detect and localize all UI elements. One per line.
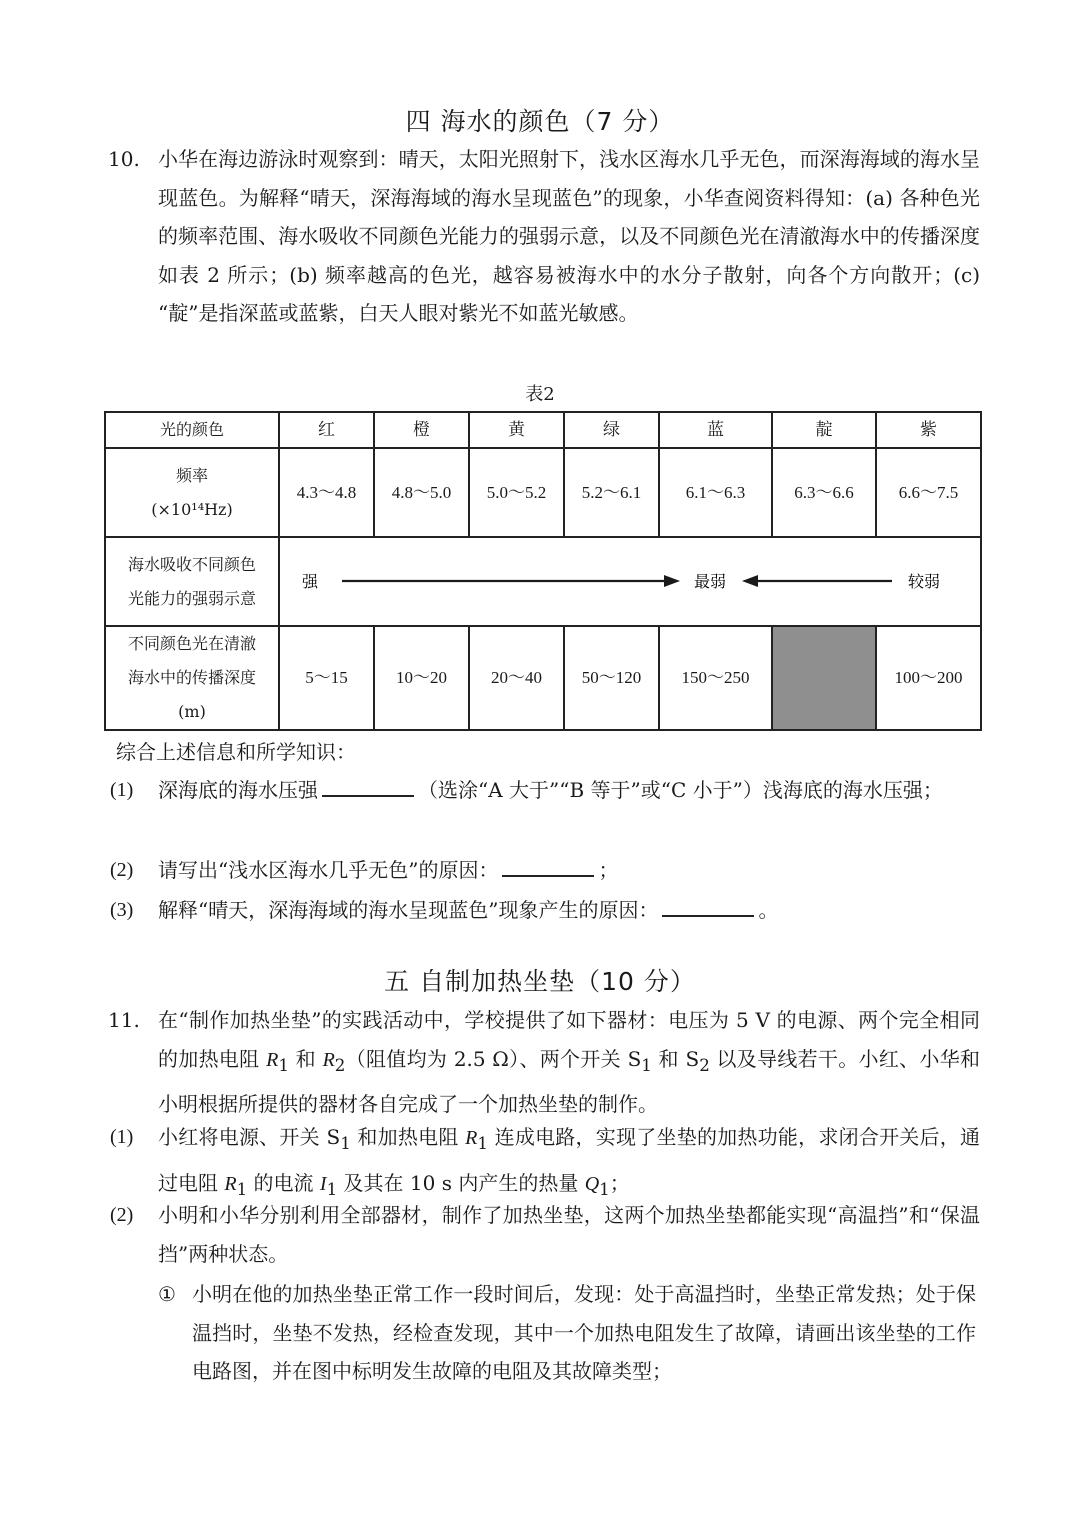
- question-11-part-2: [110, 1196, 980, 1273]
- depth-green: 50～120: [564, 626, 659, 730]
- table-header-row: [105, 412, 981, 448]
- question-10-part-2: [110, 851, 980, 889]
- freq-indigo: 6.3～6.6: [772, 448, 876, 537]
- q11-1-text: 小红将电源、开关 $S_1$ 和加热电阻 $R_1$ 连成电路，实现了坐垫的加热功能，求闭合开关后，通过电阻 $R_1$ 的电流 $I_1$ 及其在 10 s 内产生的热量 $Q_1$；: [158, 1125, 981, 1199]
- question-11-text: 在“制作加热坐垫”的实践活动中，学校提供了如下器材：电压为 5 V 的电源、两个完全相同的加热电阻 $R_1$ 和 $R_2$（阻值均为 2.5 Ω）、两个开关 $S_1$ 和 $S_2$ 以及导线若干。小红、小华和小明根据所提供的器材各自完成了一个加热坐垫的制作。: [158, 1008, 981, 1116]
- depth-orange: 10～20: [374, 626, 469, 730]
- depth-indigo-shaded: [772, 626, 876, 730]
- depth-yellow: 20～40: [469, 626, 564, 730]
- question-10-part-3: [110, 891, 980, 929]
- q10-1-label: (1): [110, 779, 134, 801]
- absorption-label-line1: 海水吸收不同颜色: [127, 554, 256, 574]
- section-4-title: 四 海水的颜色（7 分）: [405, 107, 675, 136]
- arrowhead-right: [664, 575, 680, 587]
- circled-1-label: ①: [158, 1282, 176, 1306]
- absorb-strong-label: 强: [301, 572, 319, 591]
- light-color-table: [104, 411, 982, 731]
- q11-2-text: 小明和小华分别利用全部器材，制作了加热坐垫，这两个加热坐垫都能实现“高温挡”和“保温挡”两种状态。: [158, 1203, 980, 1266]
- q10-3-label: (3): [110, 899, 134, 921]
- freq-yellow: 5.0～5.2: [469, 448, 564, 537]
- q11-2-1-text: 小明在他的加热坐垫正常工作一段时间后，发现：处于高温挡时，坐垫正常发热；处于保温挡时，坐垫不发热，经检查发现，其中一个加热电阻发生了故障，请画出该坐垫的工作电路图，并在图中标明发生故障的电阻及其故障类型；: [192, 1282, 976, 1383]
- depth-red: 5～15: [279, 626, 374, 730]
- frequency-row: [105, 448, 981, 537]
- header-indigo: 靛: [772, 412, 876, 448]
- question-10-part-1: [110, 771, 980, 809]
- depth-violet: 100～200: [876, 626, 981, 730]
- freq-green: 5.2～6.1: [564, 448, 659, 537]
- freq-blue: 6.1～6.3: [659, 448, 772, 537]
- freq-orange: 4.8～5.0: [374, 448, 469, 537]
- q10-2-text-b: ；: [598, 858, 619, 882]
- absorb-weaker-label: 较弱: [907, 572, 941, 591]
- frequency-label-line2: (×10¹⁴Hz): [151, 499, 233, 519]
- answer-blank-3[interactable]: [662, 895, 754, 917]
- depth-label: [105, 626, 279, 730]
- depth-blue: 150～250: [659, 626, 772, 730]
- absorption-label: [105, 537, 279, 626]
- frequency-label-line1: 频率: [175, 465, 208, 485]
- question-10: [110, 140, 980, 333]
- question-11-2-item-1: [158, 1275, 976, 1391]
- header-color-label: 光的颜色: [105, 412, 279, 448]
- summary-intro: 综合上述信息和所学知识：: [116, 740, 356, 764]
- frequency-label: [105, 448, 279, 537]
- header-red: 红: [279, 412, 374, 448]
- header-orange: 橙: [374, 412, 469, 448]
- table-caption: 表2: [525, 384, 555, 405]
- header-blue: 蓝: [659, 412, 772, 448]
- question-11: [110, 1001, 980, 1124]
- header-yellow: 黄: [469, 412, 564, 448]
- q10-1-text-b: （选涂“A 大于”“B 等于”或“C 小于”）浅海底的海水压强；: [418, 778, 943, 802]
- absorb-weakest-label: 最弱: [693, 572, 727, 591]
- answer-blank-2[interactable]: [502, 855, 594, 877]
- depth-row: [105, 626, 981, 730]
- question-10-number: 10.: [108, 147, 140, 171]
- freq-violet: 6.6～7.5: [876, 448, 981, 537]
- header-violet: 紫: [876, 412, 981, 448]
- absorption-arrows: [280, 538, 980, 625]
- q11-1-label: (1): [110, 1126, 134, 1148]
- arrowhead-left: [742, 575, 758, 587]
- header-green: 绿: [564, 412, 659, 448]
- absorption-arrow-cell: [279, 537, 981, 626]
- question-10-text: 小华在海边游泳时观察到：晴天，太阳光照射下，浅水区海水几乎无色，而深海海域的海水呈现蓝色。为解释“晴天，深海海域的海水呈现蓝色”的现象，小华查阅资料得知：(a) 各种色光的频率范围、海水吸收不同颜色光能力的强弱示意，以及不同颜色光在清澈海水中的传播深度如表 2 所示；(b) 频率越高的色光，越容易被海水中的水分子散射，向各个方向散开；(c) “靛”是指深蓝或蓝紫，白天人眼对紫光不如蓝光敏感。: [158, 147, 980, 325]
- depth-label-line3: (m): [178, 702, 206, 721]
- answer-blank-1[interactable]: [322, 775, 414, 797]
- depth-label-line1: 不同颜色光在清澈: [127, 634, 256, 653]
- section-5-title: 五 自制加热坐垫（10 分）: [384, 967, 696, 996]
- absorption-label-line2: 光能力的强弱示意: [127, 588, 256, 608]
- q10-2-label: (2): [110, 859, 134, 881]
- q10-3-text-a: 解释“晴天，深海海域的海水呈现蓝色”现象产生的原因：: [158, 898, 659, 922]
- question-11-number: 11.: [108, 1008, 140, 1032]
- absorption-row: [105, 537, 981, 626]
- q11-2-label: (2): [110, 1204, 134, 1226]
- depth-label-line2: 海水中的传播深度: [127, 668, 256, 687]
- freq-red: 4.3～4.8: [279, 448, 374, 537]
- q10-2-text-a: 请写出“浅水区海水几乎无色”的原因：: [158, 858, 499, 882]
- q10-1-text-a: 深海底的海水压强: [158, 778, 318, 802]
- q10-3-text-b: 。: [758, 898, 779, 922]
